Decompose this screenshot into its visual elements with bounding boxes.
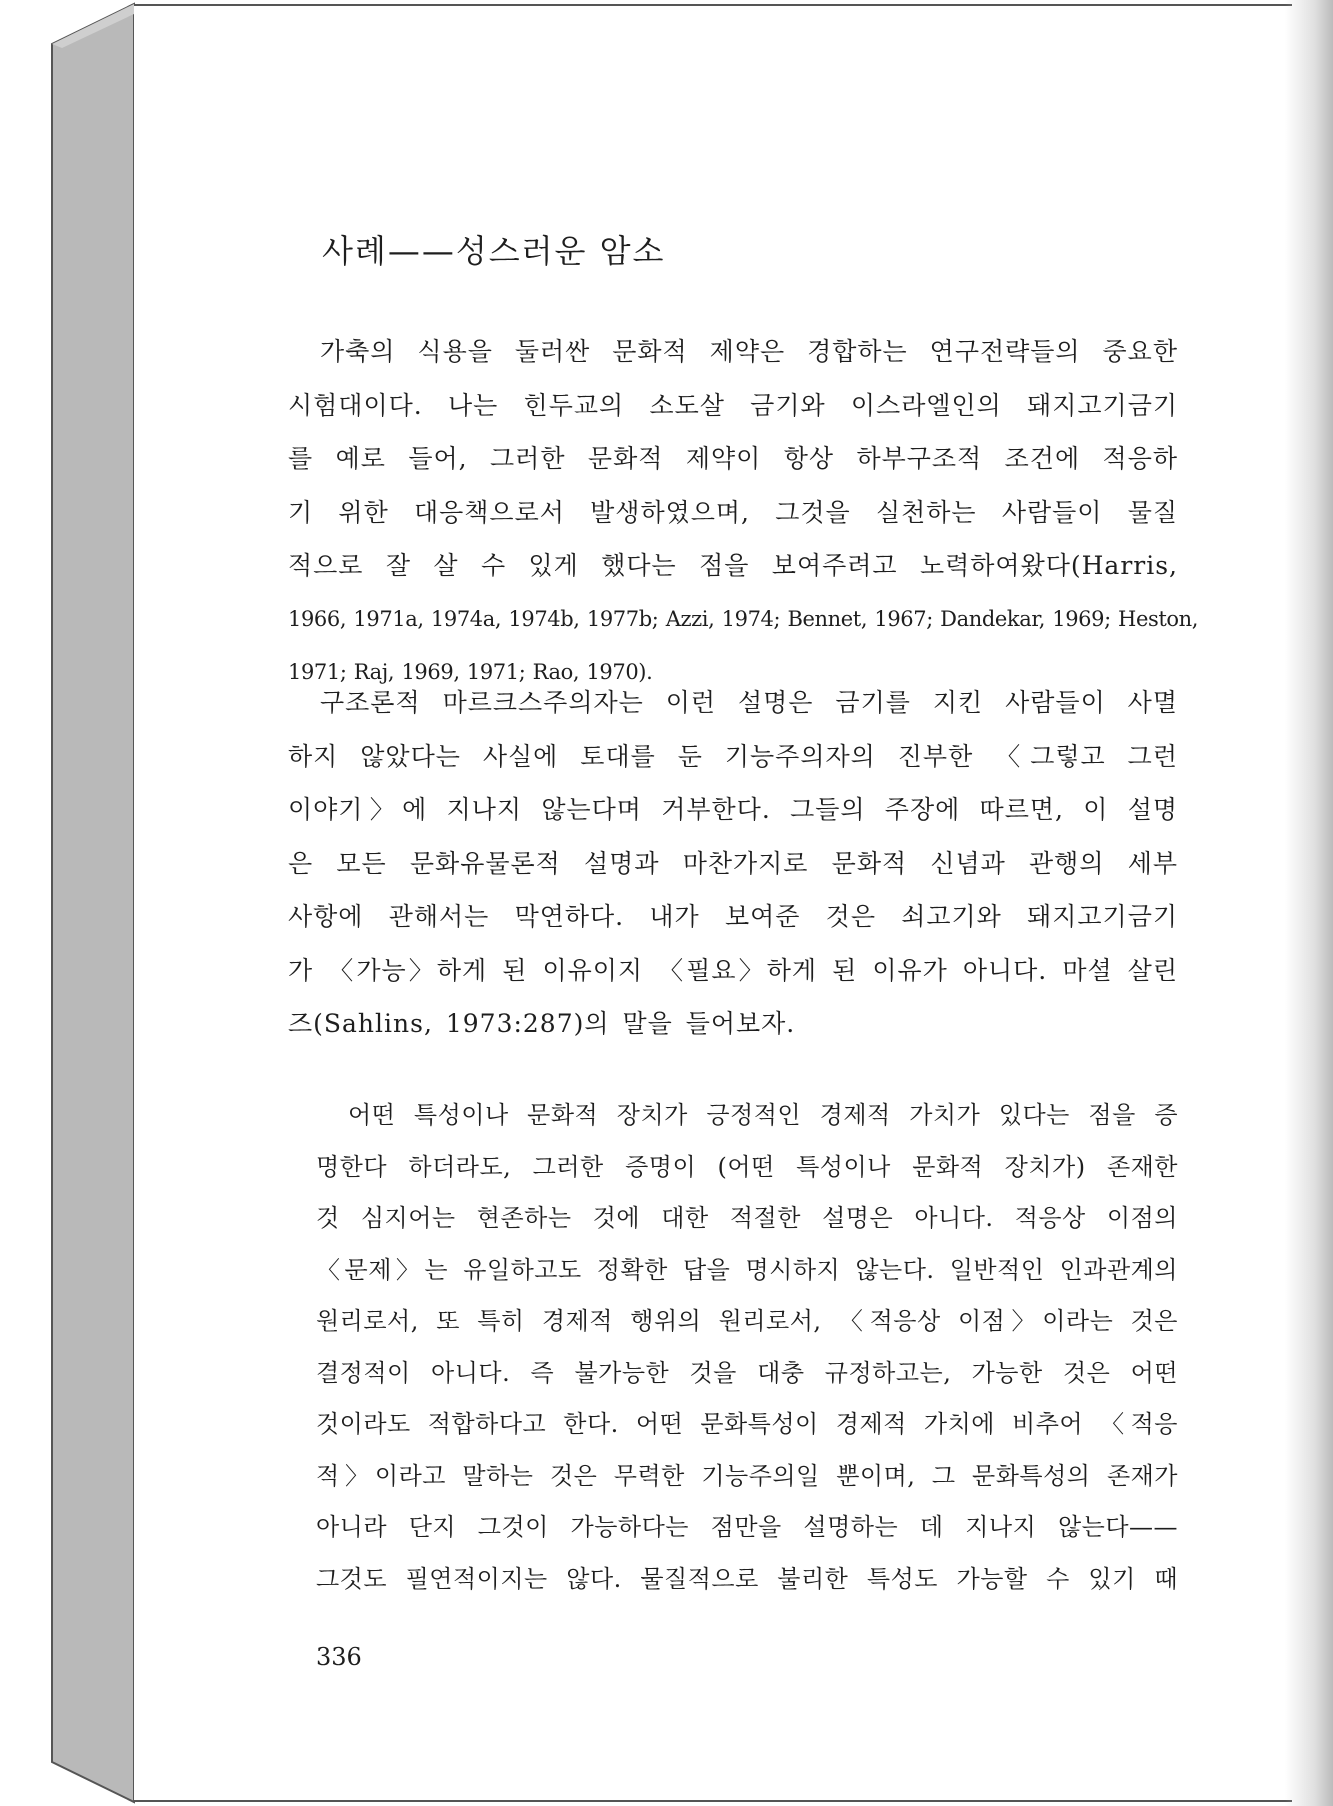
quote-line: 어떤 특성이나 문화적 장치가 긍정적인 경제적 가치가 있다는 점을 증 <box>348 1101 1178 1129</box>
quote-line: 〈문제〉는 유일하고도 정확한 답을 명시하지 않는다. 일반적인 인과관계의 <box>316 1255 1178 1284</box>
text-line: 1966, 1971a, 1974a, 1974b, 1977b; Azzi, 1974; Bennet, 1967; Dandekar, 1969; Heston, <box>288 606 1199 631</box>
quote-line: 것 심지어는 현존하는 것에 대한 적절한 설명은 아니다. 적응상 이점의 <box>316 1204 1178 1232</box>
quote-line: 그것도 필연적이지는 않다. 물질적으로 불리한 특성도 가능할 수 있기 때 <box>316 1564 1178 1593</box>
book-side-edge <box>0 0 140 1806</box>
quote-line: 결정적이 아니다. 즉 불가능한 것을 대충 규정하고는, 가능한 것은 어떤 <box>316 1358 1178 1387</box>
text-line: 가축의 식용을 둘러싼 문화적 제약은 경합하는 연구전략들의 중요한 <box>320 337 1178 366</box>
text-line: 적으로 잘 살 수 있게 했다는 점을 보여주려고 노력하여왔다(Harris, <box>288 551 1178 580</box>
text-line: 1971; Raj, 1969, 1971; Rao, 1970). <box>288 660 653 684</box>
quote-line: 명한다 하더라도, 그러한 증명이 (어떤 특성이나 문화적 장치가) 존재한 <box>316 1152 1178 1181</box>
text-line: 이야기〉에 지나지 않는다며 거부한다. 그들의 주장에 따르면, 이 설명 <box>288 795 1178 824</box>
text-line: 기 위한 대응책으로서 발생하였으며, 그것을 실천하는 사람들이 물질 <box>288 497 1178 527</box>
paragraph-2 <box>288 676 1178 1051</box>
text-line: 하지 않았다는 사실에 토대를 둔 기능주의자의 진부한 〈그렇고 그런 <box>288 741 1178 771</box>
page-shadow <box>1285 0 1333 1806</box>
book-spine-graphic <box>0 0 140 1806</box>
text-line: 시험대이다. 나는 힌두교의 소도살 금기와 이스라엘인의 돼지고기금기 <box>288 390 1178 420</box>
paragraph-1 <box>288 325 1199 700</box>
text-line: 가 〈가능〉하게 된 이유이지 〈필요〉하게 된 이유가 아니다. 마셜 살린 <box>288 955 1178 985</box>
section-heading: 사례——성스러운 암소 <box>322 232 666 270</box>
quote-line: 원리로서, 또 특히 경제적 행위의 원리로서, 〈적응상 이점〉이라는 것은 <box>316 1307 1178 1335</box>
text-line: 를 예로 들어, 그러한 문화적 제약이 항상 하부구조적 조건에 적응하 <box>288 444 1178 473</box>
quote-line: 것이라도 적합하다고 한다. 어떤 문화특성이 경제적 가치에 비추어 〈적응 <box>316 1410 1178 1438</box>
quote-line: 아니라 단지 그것이 가능하다는 점만을 설명하는 데 지나지 않는다—— <box>316 1513 1178 1541</box>
text-line: 구조론적 마르크스주의자는 이런 설명은 금기를 지킨 사람들이 사멸 <box>320 688 1178 717</box>
text-line: 즈(Sahlins, 1973:287)의 말을 들어보자. <box>288 1009 796 1038</box>
block-quote <box>316 1090 1178 1605</box>
page-number: 336 <box>316 1643 362 1671</box>
text-line: 은 모든 문화유물론적 설명과 마찬가지로 문화적 신념과 관행의 세부 <box>288 848 1178 878</box>
quote-line: 적〉이라고 말하는 것은 무력한 기능주의일 뿐이며, 그 문화특성의 존재가 <box>316 1461 1178 1490</box>
text-line: 사항에 관해서는 막연하다. 내가 보여준 것은 쇠고기와 돼지고기금기 <box>288 902 1178 931</box>
